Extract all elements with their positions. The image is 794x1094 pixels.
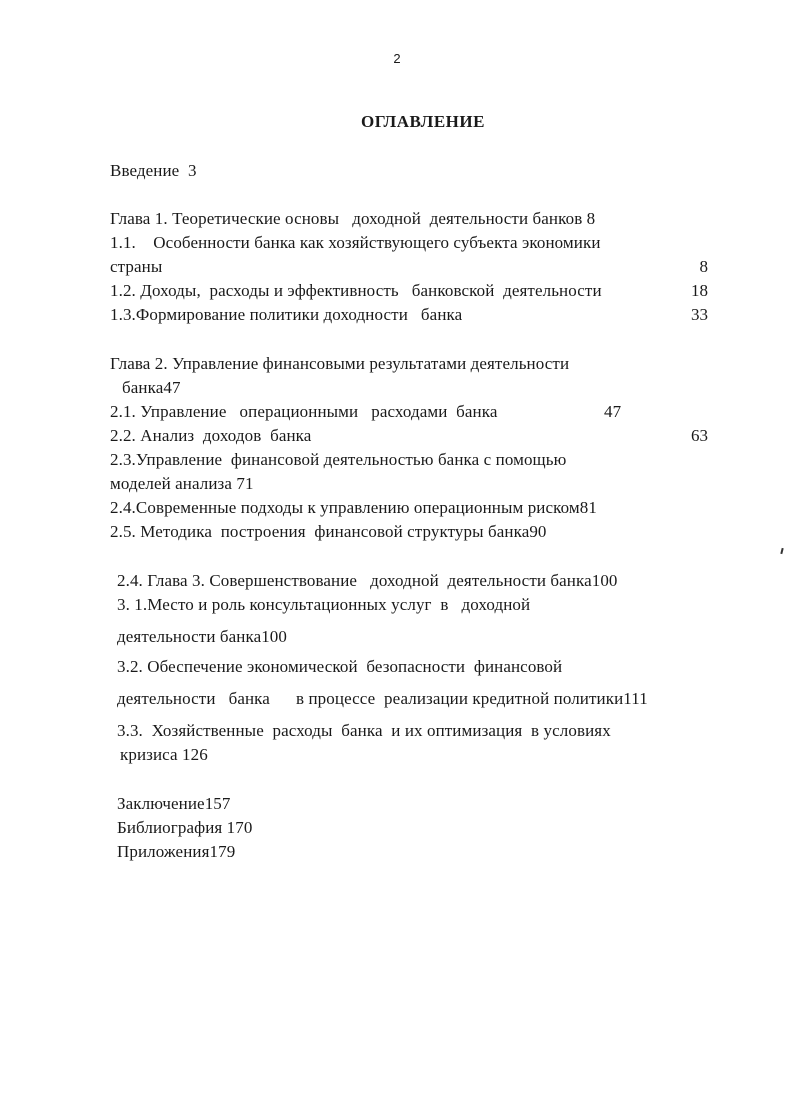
toc-page-2-2: 63 (691, 426, 708, 445)
toc-entry-appendices: Приложения179 (117, 842, 236, 861)
toc-entry-3-1-cont: деятельности банка100 (117, 627, 288, 646)
toc-entry-3-3: 3.3. Хозяйственные расходы банка и их оптимизация в условиях (117, 721, 611, 740)
toc-chapter-2-heading-cont: банка47 (122, 378, 181, 397)
toc-chapter-2-heading: Глава 2. Управление финансовыми результатами деятельности (110, 354, 570, 373)
toc-chapter-1-heading: Глава 1. Теоретические основы доходной деятельности банков 8 (110, 209, 596, 228)
toc-entry-3-2: 3.2. Обеспечение экономической безопасности финансовой (117, 657, 563, 676)
toc-entry-3-2-cont: деятельности банка в процессе реализации кредитной политики111 (117, 689, 648, 708)
toc-entry-2-2: 2.2. Анализ доходов банка (110, 426, 312, 445)
toc-entry-2-4: 2.4.Современные подходы к управлению операционным риском81 (110, 498, 597, 517)
toc-entry-bibliography: Библиография 170 (117, 818, 253, 837)
toc-title: ОГЛАВЛЕНИЕ (361, 112, 485, 131)
toc-page-1-3: 33 (691, 305, 708, 324)
toc-page-1-2: 18 (691, 281, 708, 300)
toc-entry-introduction: Введение 3 (110, 161, 197, 180)
toc-entry-2-5: 2.5. Методика построения финансовой структуры банка90 (110, 522, 547, 541)
toc-entry-1-1: 1.1. Особенности банка как хозяйствующего субъекта экономики (110, 233, 601, 252)
toc-entry-conclusion: Заключение157 (117, 794, 231, 813)
toc-entry-1-3: 1.3.Формирование политики доходности банка (110, 305, 463, 324)
toc-page-1-1: 8 (699, 257, 708, 276)
toc-entry-3-1: 3. 1.Место и роль консультационных услуг в доходной (117, 595, 531, 614)
toc-page-2-1: 47 (604, 402, 622, 421)
toc-entry-2-3-cont: моделей анализа 71 (110, 474, 254, 493)
toc-entry-2-3: 2.3.Управление финансовой деятельностью банка с помощью (110, 450, 567, 469)
toc-chapter-3-heading: 2.4. Глава 3. Совершенствование доходной деятельности банка100 (117, 571, 618, 590)
toc-entry-3-3-cont: кризиса 126 (120, 745, 208, 764)
toc-entry-1-2: 1.2. Доходы, расходы и эффективность банковской деятельности (110, 281, 602, 300)
scan-speck (780, 548, 783, 554)
page-number: 2 (393, 51, 401, 66)
toc-entry-1-1-cont: страны (110, 257, 163, 276)
toc-entry-2-1: 2.1. Управление операционными расходами банка (110, 402, 498, 421)
